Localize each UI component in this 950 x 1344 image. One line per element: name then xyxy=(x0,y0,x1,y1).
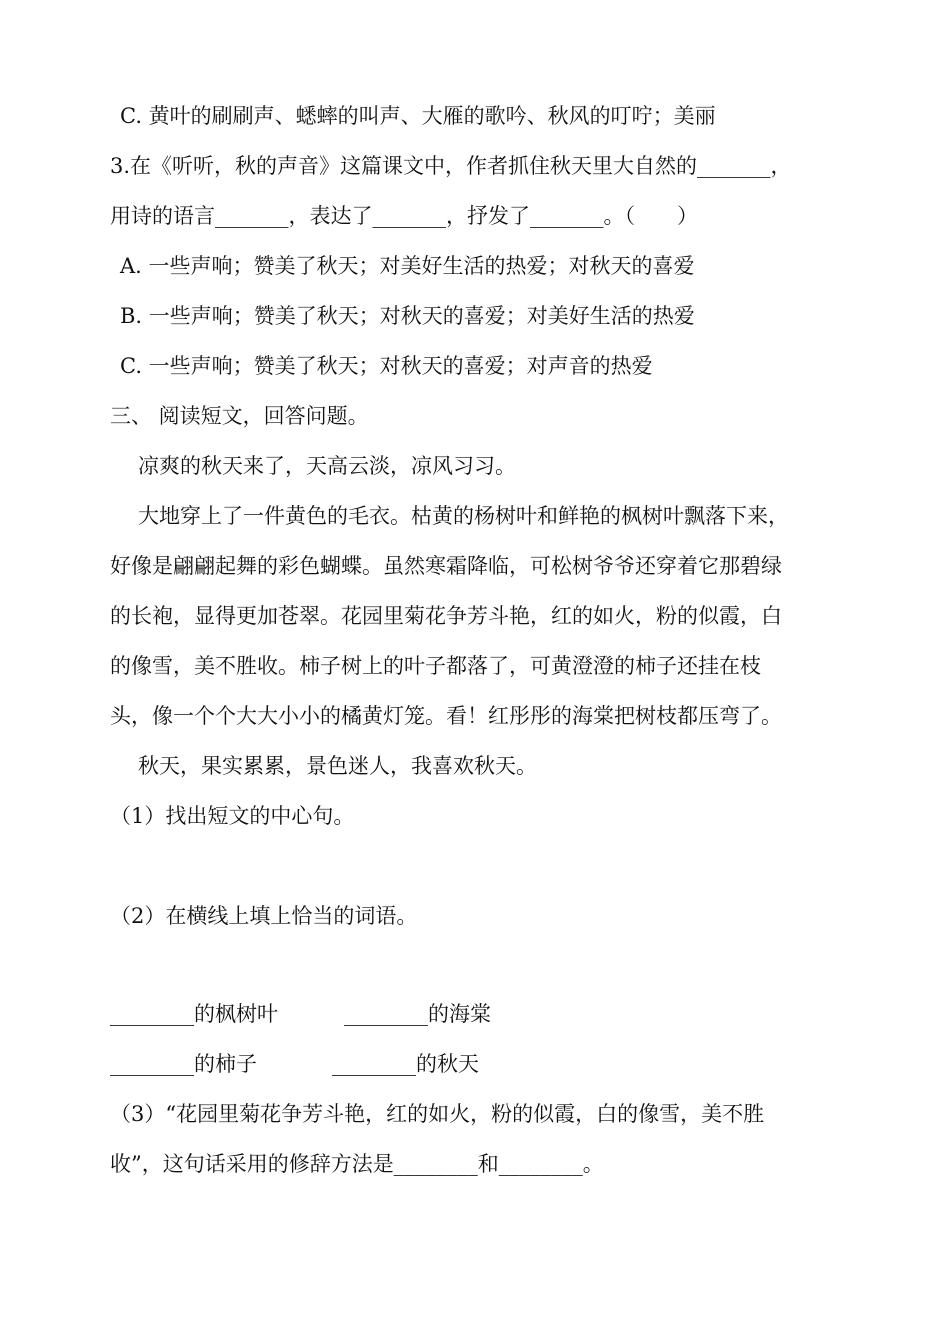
fill-blank-crabapple[interactable]: ________的海棠 xyxy=(344,1002,491,1026)
fill-blank-persimmon[interactable]: ________的柿子 xyxy=(110,1052,257,1076)
sub-question-3-line2[interactable]: 收”，这句话采用的修辞方法是________和________。 xyxy=(110,1152,604,1176)
q3-stem-line1: 3.在《听听，秋的声音》这篇课文中，作者抓住秋天里大自然的_______， xyxy=(110,154,792,178)
sub-question-3-line1: （3）“花园里菊花争芳斗艳，红的如火，粉的似霞，白的像雪，美不胜 xyxy=(110,1102,765,1126)
q3-option-c: C. 一些声响；赞美了秋天；对秋天的喜爱；对声音的热爱 xyxy=(120,354,653,378)
passage-line: 的像雪，美不胜收。柿子树上的叶子都落了，可黄澄澄的柿子还挂在枝 xyxy=(110,654,761,678)
section3-heading: 三、 阅读短文，回答问题。 xyxy=(110,404,369,428)
passage-line: 秋天，果实累累，景色迷人，我喜欢秋天。 xyxy=(138,754,537,778)
q3-option-b: B. 一些声响；赞美了秋天；对秋天的喜爱；对美好生活的热爱 xyxy=(120,304,695,328)
passage-line: 的长袍，显得更加苍翠。花园里菊花争芳斗艳，红的如火，粉的似霞，白 xyxy=(110,604,782,628)
passage-line: 大地穿上了一件黄色的毛衣。枯黄的杨树叶和鲜艳的枫树叶飘落下来， xyxy=(138,504,789,528)
sub-question-1: （1）找出短文的中心句。 xyxy=(110,804,355,828)
q2-option-c: C. 黄叶的刷刷声、蟋蟀的叫声、大雁的歌吟、秋风的叮咛；美丽 xyxy=(120,104,716,128)
q3-option-a: A. 一些声响；赞美了秋天；对美好生活的热爱；对秋天的喜爱 xyxy=(120,254,695,278)
passage-line: 凉爽的秋天来了，天高云淡，凉风习习。 xyxy=(138,454,516,478)
q3-stem-line2: 用诗的语言_______，表达了_______，抒发了_______。（ ） xyxy=(110,204,698,228)
sub-question-2: （2）在横线上填上恰当的词语。 xyxy=(110,904,418,928)
fill-blank-maple-leaves[interactable]: ________的枫树叶 xyxy=(110,1002,278,1026)
fill-blank-autumn[interactable]: ________的秋天 xyxy=(332,1052,479,1076)
passage-line: 好像是翩翩起舞的彩色蝴蝶。虽然寒霜降临，可松树爷爷还穿着它那碧绿 xyxy=(110,554,782,578)
passage-line: 头，像一个个大大小小的橘黄灯笼。看！红彤彤的海棠把树枝都压弯了。 xyxy=(110,704,782,728)
